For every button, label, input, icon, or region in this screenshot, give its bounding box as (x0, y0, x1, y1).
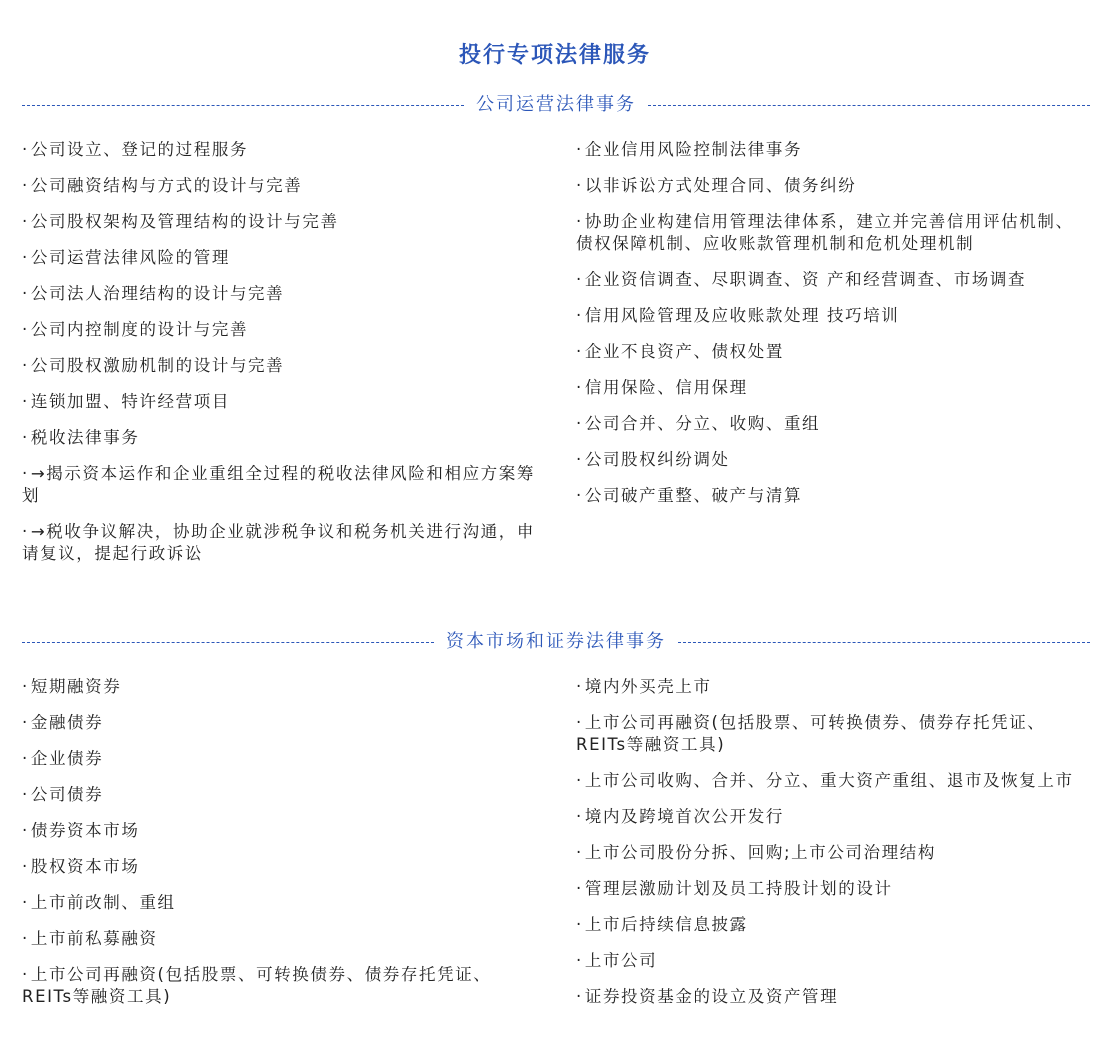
dashed-divider-left (22, 105, 464, 106)
list-item: · 连锁加盟、特许经营项目 (22, 391, 537, 413)
capital-markets-right-list (576, 676, 1096, 1022)
section-header-capital-markets (22, 628, 1090, 656)
list-item: · 上市公司股份分拆、回购;上市公司治理结构 (576, 842, 1096, 864)
list-item: · 证券投资基金的设立及资产管理 (576, 986, 1096, 1008)
dashed-divider-right (678, 642, 1090, 643)
list-item: · 上市公司再融资(包括股票、可转换债券、债券存托凭证、REITs等融资工具) (576, 712, 1096, 756)
list-item: · 信用风险管理及应收账款处理 技巧培训 (576, 305, 1096, 327)
list-item: · 公司破产重整、破产与清算 (576, 485, 1096, 507)
list-item: · 公司内控制度的设计与完善 (22, 319, 537, 341)
list-item: · 公司股权架构及管理结构的设计与完善 (22, 211, 537, 233)
list-item: · 公司债券 (22, 784, 537, 806)
list-item: · 信用保险、信用保理 (576, 377, 1096, 399)
list-item: · 上市前改制、重组 (22, 892, 537, 914)
section-title: 公司运营法律事务 (476, 94, 636, 115)
section-title: 资本市场和证券法律事务 (446, 631, 666, 652)
dashed-divider-left (22, 642, 434, 643)
list-item: · 企业信用风险控制法律事务 (576, 139, 1096, 161)
list-item: · 债券资本市场 (22, 820, 537, 842)
list-item: · 公司股权激励机制的设计与完善 (22, 355, 537, 377)
list-item: · 上市后持续信息披露 (576, 914, 1096, 936)
list-item: · 公司融资结构与方式的设计与完善 (22, 175, 537, 197)
dashed-divider-right (648, 105, 1090, 106)
list-item: · →揭示资本运作和企业重组全过程的税收法律风险和相应方案筹划 (22, 463, 537, 507)
list-item: · 税收法律事务 (22, 427, 537, 449)
corporate-left-list (22, 139, 537, 579)
list-item: · →税收争议解决，协助企业就涉税争议和税务机关进行沟通，申请复议，提起行政诉讼 (22, 521, 537, 565)
list-item: · 上市前私募融资 (22, 928, 537, 950)
section-header-corporate (22, 91, 1090, 119)
list-item: · 上市公司 (576, 950, 1096, 972)
corporate-right-list (576, 139, 1096, 521)
list-item: · 公司法人治理结构的设计与完善 (22, 283, 537, 305)
list-item: · 短期融资券 (22, 676, 537, 698)
list-item: · 公司合并、分立、收购、重组 (576, 413, 1096, 435)
list-item: · 企业债券 (22, 748, 537, 770)
list-item: · 金融债券 (22, 712, 537, 734)
list-item: · 股权资本市场 (22, 856, 537, 878)
list-item: · 公司运营法律风险的管理 (22, 247, 537, 269)
list-item: · 公司设立、登记的过程服务 (22, 139, 537, 161)
list-item: · 上市公司收购、合并、分立、重大资产重组、退市及恢复上市 (576, 770, 1096, 792)
list-item: · 管理层激励计划及员工持股计划的设计 (576, 878, 1096, 900)
list-item: · 企业资信调查、尽职调查、资 产和经营调查、市场调查 (576, 269, 1096, 291)
page-title: 投行专项法律服务 (458, 43, 651, 68)
capital-markets-left-list (22, 676, 537, 1022)
list-item: · 境内及跨境首次公开发行 (576, 806, 1096, 828)
list-item: · 协助企业构建信用管理法律体系，建立并完善信用评估机制、 债权保障机制、应收账款管理机制和危机处理机制 (576, 211, 1096, 255)
list-item: · 境内外买壳上市 (576, 676, 1096, 698)
list-item: · 公司股权纠纷调处 (576, 449, 1096, 471)
list-item: · 企业不良资产、债权处置 (576, 341, 1096, 363)
list-item: · 以非诉讼方式处理合同、债务纠纷 (576, 175, 1096, 197)
list-item: · 上市公司再融资(包括股票、可转换债券、债券存托凭证、REITs等融资工具) (22, 964, 537, 1008)
